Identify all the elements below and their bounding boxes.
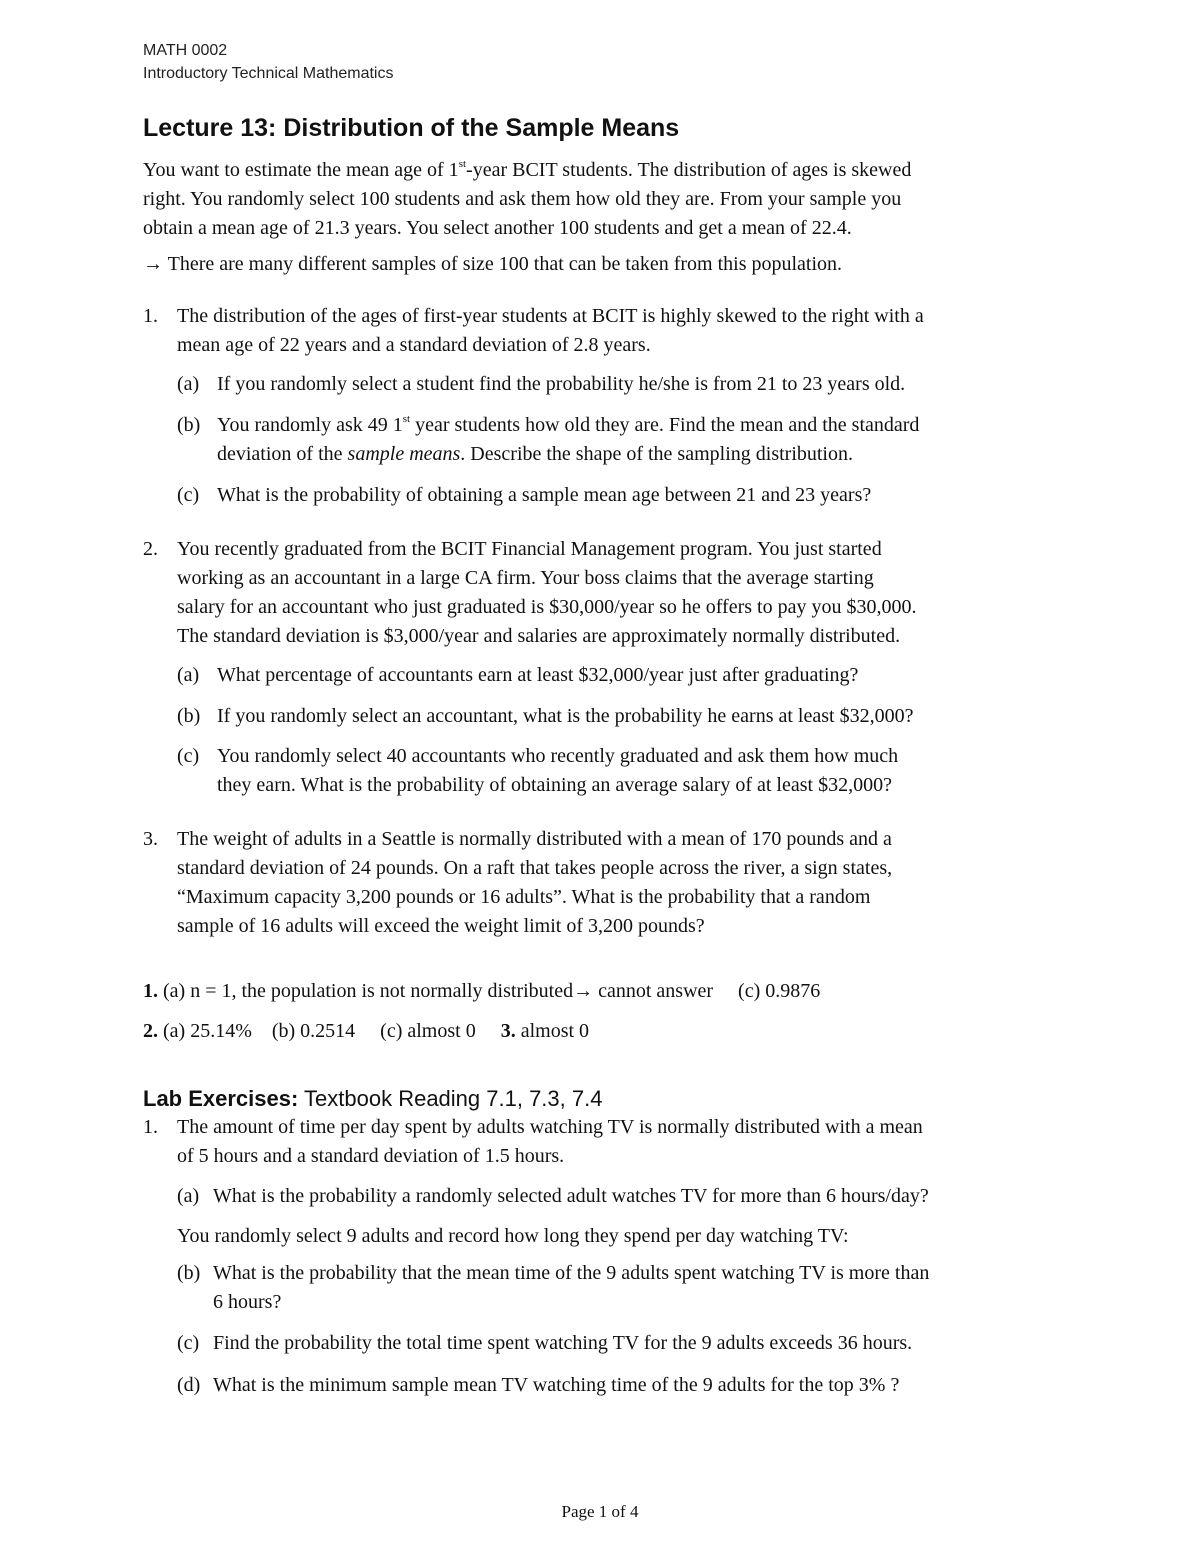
q1b-text-2: deviation of the sample means. Describe the shape of the sampling distribution. <box>217 443 853 465</box>
q2a-label: (a) <box>177 664 200 686</box>
lab-q1d-label: (d) <box>177 1374 201 1396</box>
q1b-text-1: You randomly ask 49 1st year students how old they are. Find the mean and the standard <box>217 413 920 436</box>
lab-q1-line-2: of 5 hours and a standard deviation of 1.5 hours. <box>177 1145 565 1167</box>
intro-line-2: right. You randomly select 100 students and ask them how old they are. From your sample you <box>143 188 902 210</box>
lab-q1d-text: What is the minimum sample mean TV watching time of the 9 adults for the top 3% ? <box>213 1374 900 1396</box>
q1b-label: (b) <box>177 414 201 436</box>
lab-q1c-text: Find the probability the total time spent watching TV for the 9 adults exceeds 36 hours. <box>213 1332 913 1354</box>
lab-q1b-text-1: What is the probability that the mean time of the 9 adults spent watching TV is more than <box>213 1262 930 1284</box>
q2c-label: (c) <box>177 745 200 767</box>
lab-q1a-label: (a) <box>177 1185 200 1207</box>
q1c-text: What is the probability of obtaining a sample mean age between 21 and 23 years? <box>217 484 872 506</box>
q1a-text: If you randomly select a student find the probability he/she is from 21 to 23 years old. <box>217 373 906 395</box>
q2c-text-1: You randomly select 40 accountants who recently graduated and ask them how much <box>217 745 899 767</box>
q2-line-2: working as an accountant in a large CA firm. Your boss claims that the average starting <box>177 567 874 589</box>
lab-q1b-text-2: 6 hours? <box>213 1291 282 1313</box>
answer-line-2: 2. (a) 25.14% (b) 0.2514 (c) almost 0 3. almost 0 <box>143 1020 590 1042</box>
lab-q1c-label: (c) <box>177 1332 200 1354</box>
page-title: Lecture 13: Distribution of the Sample Means <box>143 114 680 142</box>
lab-q1-mid-text: You randomly select 9 adults and record how long they spend per day watching TV: <box>177 1225 849 1247</box>
q2b-label: (b) <box>177 705 201 727</box>
q2b-text: If you randomly select an accountant, what is the probability he earns at least $32,000? <box>217 705 914 727</box>
q3-line-2: standard deviation of 24 pounds. On a raft that takes people across the river, a sign states, <box>177 857 893 879</box>
q3-line-1: The weight of adults in a Seattle is normally distributed with a mean of 170 pounds and a <box>177 828 892 850</box>
q3-number: 3. <box>143 828 158 850</box>
q2a-text: What percentage of accountants earn at least $32,000/year just after graduating? <box>217 664 859 686</box>
intro-line-3: obtain a mean age of 21.3 years. You select another 100 students and get a mean of 22.4. <box>143 217 852 239</box>
course-code: MATH 0002 <box>143 42 228 59</box>
lab-q1-number: 1. <box>143 1116 158 1138</box>
intro-line-4: → There are many different samples of size 100 that can be taken from this population. <box>143 253 843 275</box>
q2c-text-2: they earn. What is the probability of obtaining an average salary of at least $32,000? <box>217 774 892 796</box>
q1-number: 1. <box>143 305 158 327</box>
q2-line-1: You recently graduated from the BCIT Financial Management program. You just started <box>177 538 882 560</box>
course-name: Introductory Technical Mathematics <box>143 65 394 82</box>
q1-line-1: The distribution of the ages of first-year students at BCIT is highly skewed to the right with a <box>177 305 924 327</box>
lab-q1-line-1: The amount of time per day spent by adults watching TV is normally distributed with a mean <box>177 1116 923 1138</box>
q1-line-2: mean age of 22 years and a standard deviation of 2.8 years. <box>177 334 651 356</box>
answer-line-1: 1. (a) n = 1, the population is not normally distributed→ cannot answer (c) 0.9876 <box>143 980 821 1002</box>
q2-line-3: salary for an accountant who just graduated is $30,000/year so he offers to pay you $30,000. <box>177 596 917 618</box>
q1c-label: (c) <box>177 484 200 506</box>
lab-heading: Lab Exercises: Textbook Reading 7.1, 7.3, 7.4 <box>143 1086 603 1111</box>
q1a-label: (a) <box>177 373 200 395</box>
q2-line-4: The standard deviation is $3,000/year and salaries are approximately normally distributed. <box>177 625 901 647</box>
q2-number: 2. <box>143 538 158 560</box>
lab-q1b-label: (b) <box>177 1262 201 1284</box>
lab-q1a-text: What is the probability a randomly selected adult watches TV for more than 6 hours/day? <box>213 1185 929 1207</box>
q3-line-4: sample of 16 adults will exceed the weight limit of 3,200 pounds? <box>177 915 705 937</box>
intro-line-1: You want to estimate the mean age of 1st-year BCIT students. The distribution of ages is skewed <box>143 158 912 181</box>
page-footer: Page 1 of 4 <box>561 1502 639 1521</box>
q3-line-3: “Maximum capacity 3,200 pounds or 16 adults”. What is the probability that a random <box>177 886 871 908</box>
